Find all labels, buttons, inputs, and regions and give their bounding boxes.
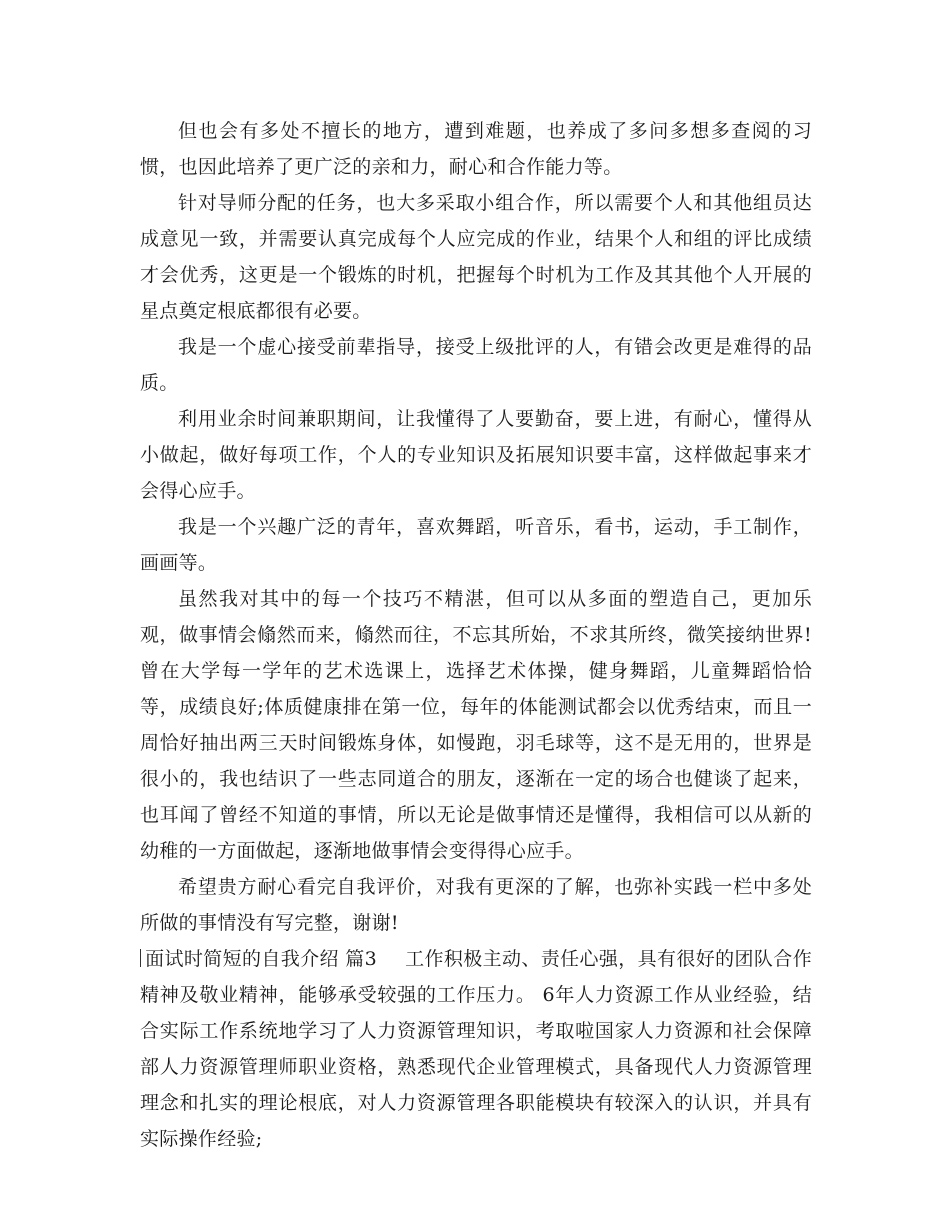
document-body xyxy=(140,113,812,1157)
paragraph-1: 但也会有多处不擅长的地方，遭到难题，也养成了多问多想多查阅的习惯，也因此培养了更广泛的亲和力，耐心和合作能力等。 xyxy=(140,120,812,178)
section-title: 面试时简短的自我介绍 篇3 xyxy=(145,948,378,970)
heading-marker xyxy=(140,949,141,967)
section-paragraph xyxy=(140,941,812,1157)
section-body: 工作积极主动、责任心强，具有很好的团队合作精神及敬业精神，能够承受较强的工作压力。 6年人力资源工作从业经验，结合实际工作系统地学习了人力资源管理知识，考取啦国家人力资源和社会保障部人力资源管理师职业资格，熟悉现代企业管理模式，具备现代人力资源管理理念和扎实的理论根底，对人力资源管理各职能模块有较深入的认识，并具有实际操作经验; xyxy=(140,948,812,1150)
paragraph-6: 虽然我对其中的每一个技巧不精湛，但可以从多面的塑造自己，更加乐观，做事情会翛然而来，翛然而往，不忘其所始，不求其所终，微笑接纳世界!曾在大学每一学年的艺术选课上，选择艺术体操，健身舞蹈，儿童舞蹈恰恰等，成绩良好;体质健康排在第一位，每年的体能测试都会以优秀结束，而且一周恰好抽出两三天时间锻炼身体，如慢跑，羽毛球等，这不是无用的，世界是很小的，我也结识了一些志同道合的朋友，逐渐在一定的场合也健谈了起来，也耳闻了曾经不知道的事情，所以无论是做事情还是懂得，我相信可以从新的幼稚的一方面做起，逐渐地做事情会变得得心应手。 xyxy=(140,588,812,862)
paragraph-2: 针对导师分配的任务，也大多采取小组合作，所以需要个人和其他组员达成意见一致，并需要认真完成每个人应完成的作业，结果个人和组的评比成绩才会优秀，这更是一个锻炼的时机，把握每个时机为工作及其其他个人开展的星点奠定根底都很有必要。 xyxy=(140,192,812,322)
paragraph-5: 我是一个兴趣广泛的青年，喜欢舞蹈，听音乐，看书，运动，手工制作，画画等。 xyxy=(140,516,812,574)
paragraph-4: 利用业余时间兼职期间，让我懂得了人要勤奋，要上进，有耐心，懂得从小做起，做好每项工作，个人的专业知识及拓展知识要丰富，这样做起事来才会得心应手。 xyxy=(140,408,812,502)
paragraph-3: 我是一个虚心接受前辈指导，接受上级批评的人，有错会改更是难得的品质。 xyxy=(140,336,812,394)
paragraph-7: 希望贵方耐心看完自我评价，对我有更深的了解，也弥补实践一栏中多处所做的事情没有写完整，谢谢! xyxy=(140,876,812,934)
